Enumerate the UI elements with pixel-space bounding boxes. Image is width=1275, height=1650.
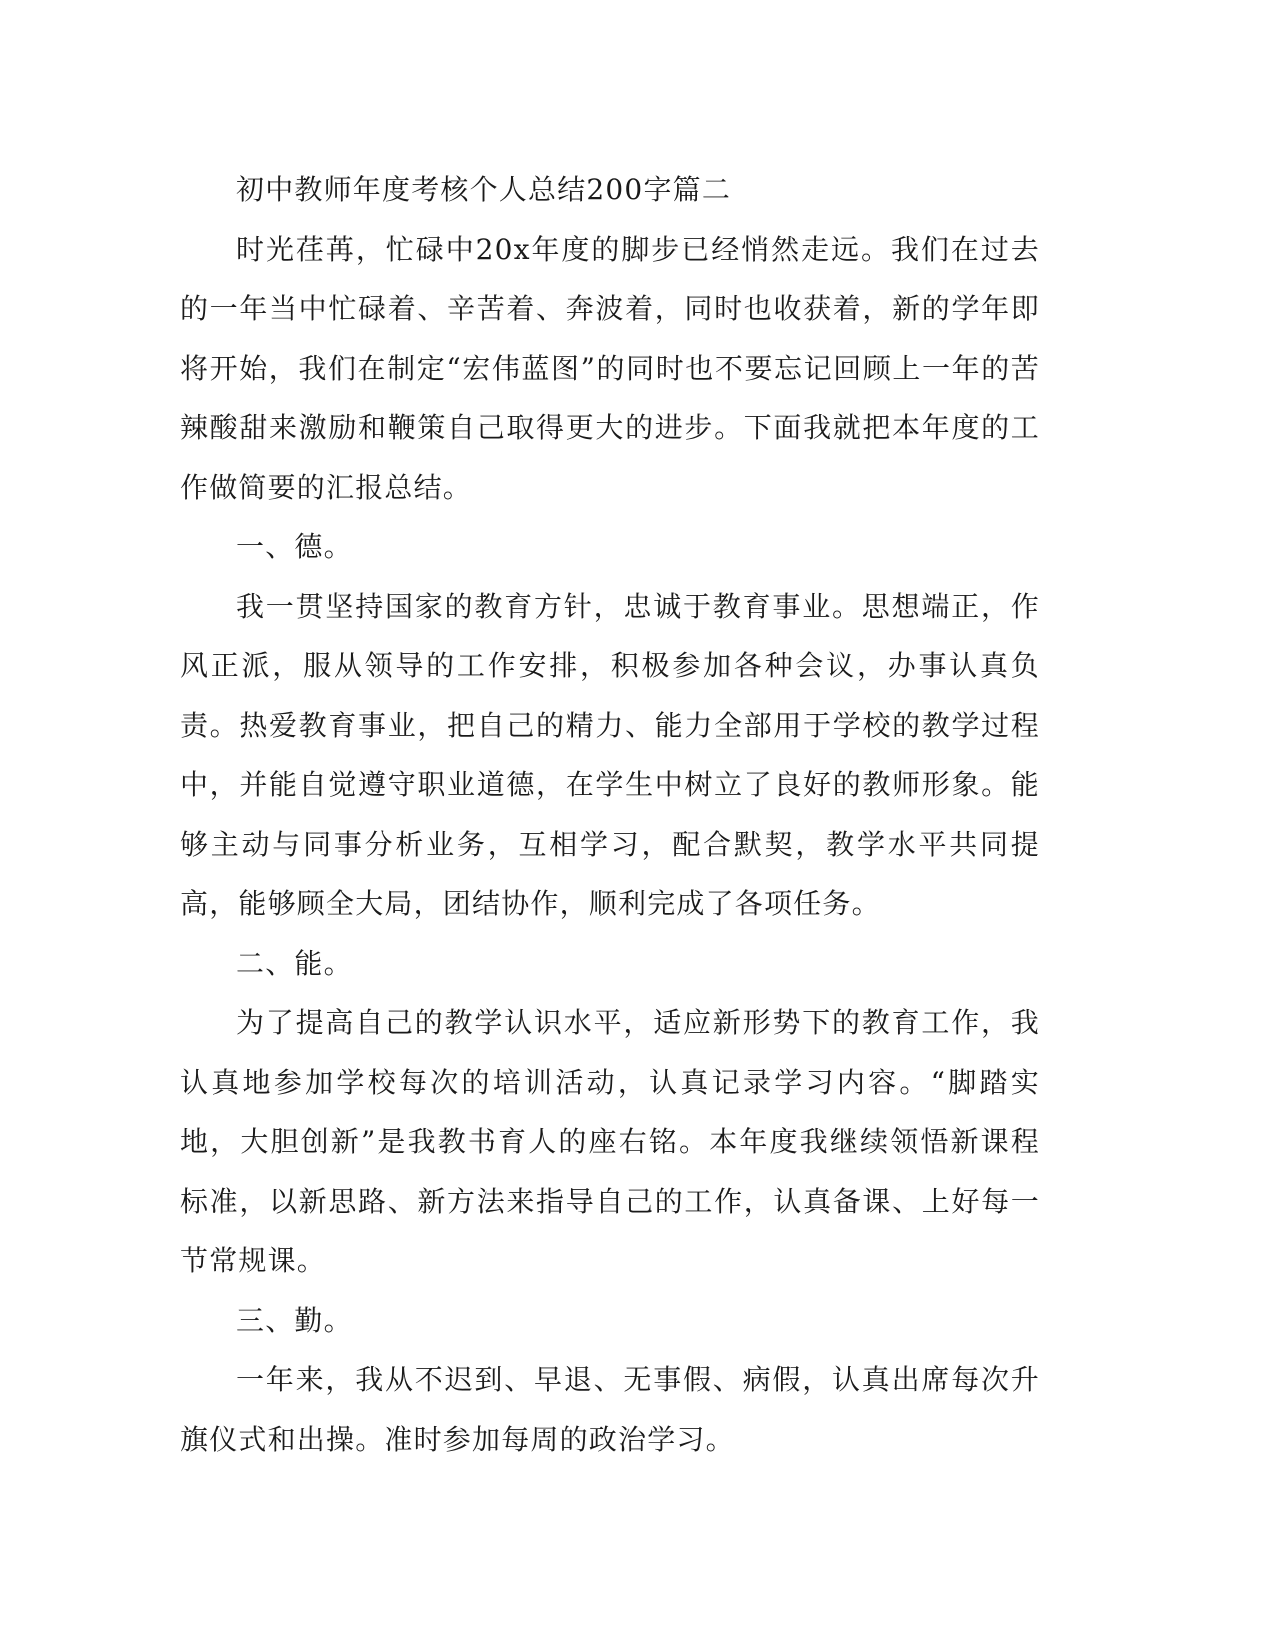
document-body [180, 160, 1040, 1469]
virtue-paragraph: 我一贯坚持国家的教育方针，忠诚于教育事业。思想端正，作风正派，服从领导的工作安排，积极参加各种会议，办事认真负责。热爱教育事业，把自己的精力、能力全部用于学校的教学过程中，并能自觉遵守职业道德，在学生中树立了良好的教师形象。能够主动与同事分析业务，互相学习，配合默契，教学水平共同提高，能够顾全大局，团结协作，顺利完成了各项任务。 [180, 589, 1040, 920]
intro-paragraph: 时光荏苒，忙碌中20x年度的脚步已经悄然走远。我们在过去的一年当中忙碌着、辛苦着、奔波着，同时也收获着，新的学年即将开始，我们在制定“宏伟蓝图”的同时也不要忘记回顾上一年的苦辣酸甜来激励和鞭策自己取得更大的进步。下面我就把本年度的工作做简要的汇报总结。 [180, 232, 1040, 504]
section-heading-virtue: 一、德。 [236, 530, 353, 563]
section-heading-diligence: 三、勤。 [236, 1303, 353, 1337]
section-heading-ability: 二、能。 [236, 946, 353, 980]
ability-paragraph: 为了提高自己的教学认识水平，适应新形势下的教育工作，我认真地参加学校每次的培训活动，认真记录学习内容。“脚踏实地，大胆创新”是我教书育人的座右铭。本年度我继续领悟新课程标准，以新思路、新方法来指导自己的工作，认真备课、上好每一节常规课。 [180, 1006, 1040, 1277]
diligence-paragraph: 一年来，我从不迟到、早退、无事假、病假，认真出席每次升旗仪式和出操。准时参加每周的政治学习。 [180, 1363, 1040, 1456]
document-title: 初中教师年度考核个人总结200字篇二 [236, 173, 732, 206]
